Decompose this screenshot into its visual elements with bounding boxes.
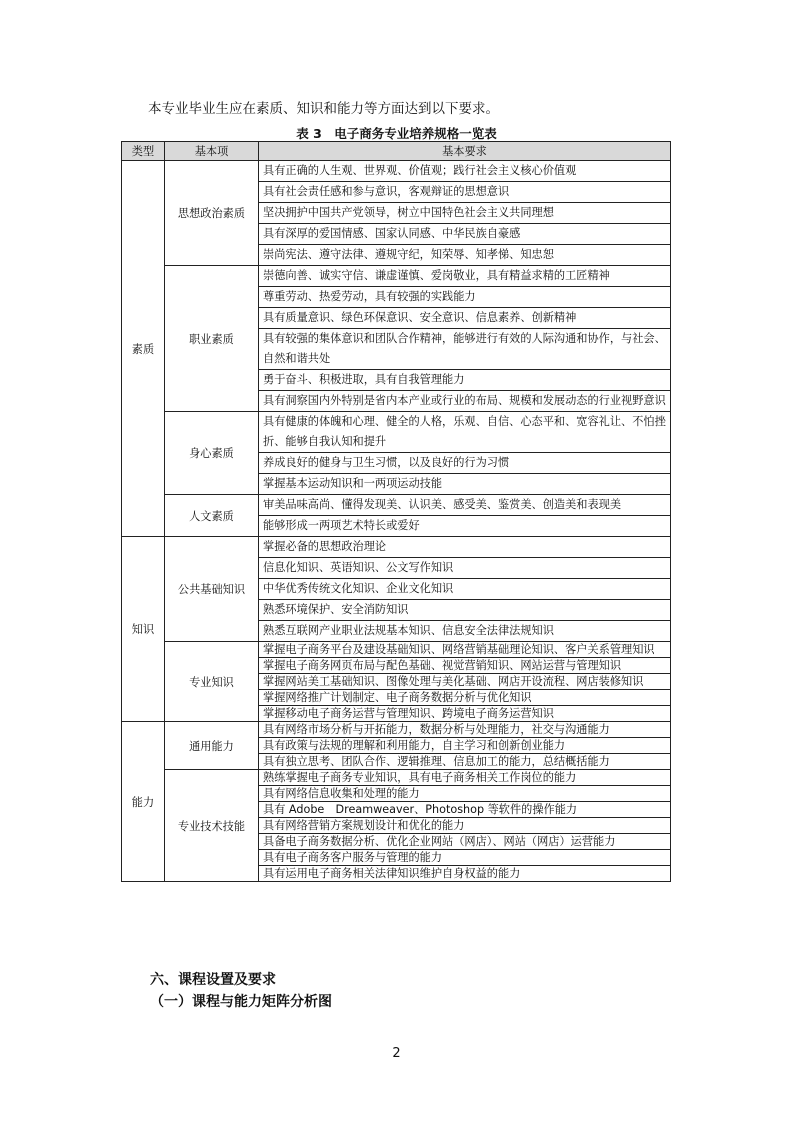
table-row — [122, 266, 671, 287]
requirement-cell: 掌握必备的思想政治理论 — [259, 537, 671, 558]
requirement-cell: 坚决拥护中国共产党领导，树立中国特色社会主义共同理想 — [259, 203, 671, 224]
requirement-cell: 具有网络市场分析与开拓能力，数据分析与处理能力，社交与沟通能力 — [259, 722, 671, 738]
group-cell: 思想政治素质 — [165, 161, 259, 266]
table-body — [122, 161, 671, 882]
requirement-cell: 具有较强的集体意识和团队合作精神，能够进行有效的人际沟通和协作，与社会、自然和谐共处 — [259, 329, 671, 370]
requirement-cell: 崇德向善、诚实守信、谦虚谨慎、爱岗敬业，具有精益求精的工匠精神 — [259, 266, 671, 287]
group-cell: 专业技术技能 — [165, 770, 259, 882]
requirement-cell: 具有 Adobe Dreamweaver、Photoshop 等软件的操作能力 — [259, 802, 671, 818]
header-type: 类型 — [122, 142, 165, 161]
requirement-cell: 具有政策与法规的理解和利用能力，自主学习和创新创业能力 — [259, 738, 671, 754]
requirement-cell: 崇尚宪法、遵守法律、遵规守纪，知荣辱、知孝悌、知忠恕 — [259, 245, 671, 266]
requirement-cell: 具有网络营销方案规划设计和优化的能力 — [259, 818, 671, 834]
requirement-cell: 尊重劳动、热爱劳动，具有较强的实践能力 — [259, 287, 671, 308]
table-row — [122, 495, 671, 516]
subsection-heading: （一）课程与能力矩阵分析图 — [150, 994, 332, 1010]
requirement-cell: 掌握基本运动知识和一两项运动技能 — [259, 474, 671, 495]
requirement-cell: 能够形成一两项艺术特长或爱好 — [259, 516, 671, 537]
requirement-cell: 具有运用电子商务相关法律知识维护自身权益的能力 — [259, 866, 671, 882]
group-cell: 专业知识 — [165, 642, 259, 722]
intro-text: 本专业毕业生应在素质、知识和能力等方面达到以下要求。 — [148, 101, 499, 117]
requirement-cell: 掌握网络推广计划制定、电子商务数据分析与优化知识 — [259, 690, 671, 706]
requirement-cell: 审美品味高尚、懂得发现美、认识美、感受美、鉴赏美、创造美和表现美 — [259, 495, 671, 516]
group-cell: 身心素质 — [165, 412, 259, 495]
group-cell: 通用能力 — [165, 722, 259, 770]
header-item: 基本项 — [165, 142, 259, 161]
requirements-table — [121, 141, 671, 882]
table-row — [122, 537, 671, 558]
table-row — [122, 770, 671, 786]
table-caption: 表 3 电子商务专业培养规格一览表 — [296, 126, 497, 141]
requirement-cell: 熟练掌握电子商务专业知识，具有电子商务相关工作岗位的能力 — [259, 770, 671, 786]
requirement-cell: 具有独立思考、团队合作、逻辑推理、信息加工的能力，总结概括能力 — [259, 754, 671, 770]
requirement-cell: 具有正确的人生观、世界观、价值观；践行社会主义核心价值观 — [259, 161, 671, 182]
category-cell: 素质 — [122, 161, 165, 537]
requirement-cell: 具有网络信息收集和处理的能力 — [259, 786, 671, 802]
requirement-cell: 具有质量意识、绿色环保意识、安全意识、信息素养、创新精神 — [259, 308, 671, 329]
header-requirement: 基本要求 — [259, 142, 671, 161]
requirement-cell: 具有社会责任感和参与意识，客观辩证的思想意识 — [259, 182, 671, 203]
requirement-cell: 掌握移动电子商务运营与管理知识、跨境电子商务运营知识 — [259, 706, 671, 722]
table-header-row — [122, 142, 671, 161]
requirement-cell: 具备电子商务数据分析、优化企业网站（网店）、网站（网店）运营能力 — [259, 834, 671, 850]
requirement-cell: 具有电子商务客户服务与管理的能力 — [259, 850, 671, 866]
section-heading: 六、课程设置及要求 — [150, 972, 276, 988]
requirement-cell: 掌握电子商务网页布局与配色基础、视觉营销知识、网站运营与管理知识 — [259, 658, 671, 674]
table-row — [122, 412, 671, 453]
requirement-cell: 掌握网站美工基础知识、图像处理与美化基础、网店开设流程、网店装修知识 — [259, 674, 671, 690]
category-cell: 能力 — [122, 722, 165, 882]
requirement-cell: 熟悉环境保护、安全消防知识 — [259, 600, 671, 621]
table-row — [122, 722, 671, 738]
requirement-cell: 勇于奋斗、积极进取，具有自我管理能力 — [259, 370, 671, 391]
requirement-cell: 熟悉互联网产业职业法规基本知识、信息安全法律法规知识 — [259, 621, 671, 642]
requirement-cell: 中华优秀传统文化知识、企业文化知识 — [259, 579, 671, 600]
page-number: 2 — [392, 1046, 401, 1061]
group-cell: 人文素质 — [165, 495, 259, 537]
requirement-cell: 具有深厚的爱国情感、国家认同感、中华民族自豪感 — [259, 224, 671, 245]
table-row — [122, 161, 671, 182]
table-row — [122, 642, 671, 658]
requirement-cell: 信息化知识、英语知识、公文写作知识 — [259, 558, 671, 579]
requirement-cell: 掌握电子商务平台及建设基础知识、网络营销基础理论知识、客户关系管理知识 — [259, 642, 671, 658]
requirement-cell: 养成良好的健身与卫生习惯，以及良好的行为习惯 — [259, 453, 671, 474]
group-cell: 公共基础知识 — [165, 537, 259, 642]
group-cell: 职业素质 — [165, 266, 259, 412]
requirement-cell: 具有健康的体魄和心理、健全的人格，乐观、自信、心态平和、宽容礼让、不怕挫折、能够自我认知和提升 — [259, 412, 671, 453]
category-cell: 知识 — [122, 537, 165, 722]
requirement-cell: 具有洞察国内外特别是省内本产业或行业的布局、规模和发展动态的行业视野意识 — [259, 391, 671, 412]
